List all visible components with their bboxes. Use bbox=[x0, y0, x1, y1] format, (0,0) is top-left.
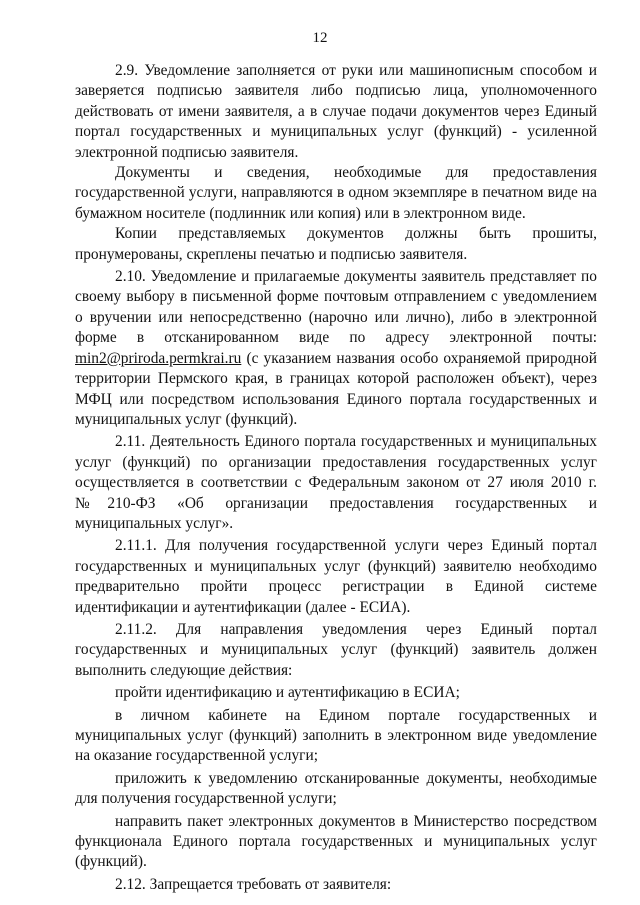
paragraph-2-10 bbox=[75, 267, 597, 430]
paragraph-2-11-2: 2.11.2. Для направления уведомления через Единый портал государственных и муниципальных услуг (функций) заявитель должен выполнить следующие действия: bbox=[75, 620, 597, 679]
paragraph-2-10-text-end: (с указанием названия особо охраняемой природной территории Пермского края, в границах которой расположен объект), через МФЦ или посредством использования Единого портала государственных и муниципальных услуг (функций). bbox=[75, 349, 597, 428]
paragraph-2-9: 2.9. Уведомление заполняется от руки или машинописным способом и заверяется подписью заявителя либо подписью лица, уполномоченного действовать от имени заявителя, а в случае подачи документов через Единый портал государственных и муниципальных услуг (функций) - усиленной электронной подписью заявителя. bbox=[75, 62, 597, 161]
paragraph-2-12: 2.12. Запрещается требовать от заявителя: bbox=[115, 875, 392, 893]
list-item-step-2: в личном кабинете на Едином портале государственных и муниципальных услуг (функций) заполнить в электронном виде уведомление на оказание государственной услуги; bbox=[75, 706, 597, 765]
paragraph-2-11-1: 2.11.1. Для получения государственной услуги через Единый портал государственных и муниципальных услуг (функций) заявителю необходимо предварительно пройти процесс регистрации в Единой системе идентификации и аутентификации (далее - ЕСИА). bbox=[75, 537, 597, 616]
list-item-step-4: направить пакет электронных документов в Министерство посредством функционала Единого портала государственных и муниципальных услуг (функций). bbox=[75, 812, 597, 871]
email-link[interactable]: min2@priroda.permkrai.ru bbox=[75, 349, 242, 367]
paragraph-documents: Документы и сведения, необходимые для предоставления государственной услуги, направляются в одном экземпляре в печатном виде на бумажном носителе (подлинник или копия) или в электронном виде. bbox=[75, 164, 597, 222]
list-item-step-1: пройти идентификацию и аутентификацию в ЕСИА; bbox=[115, 684, 460, 702]
paragraph-copies: Копии представляемых документов должны быть прошиты, пронумерованы, скреплены печатью и подписью заявителя. bbox=[75, 225, 597, 263]
list-item-step-3: приложить к уведомлению отсканированные документы, необходимые для получения государственной услуги; bbox=[75, 769, 597, 808]
page-number: 12 bbox=[312, 30, 328, 46]
paragraph-2-10-text-start: 2.10. Уведомление и прилагаемые документы заявитель представляет по своему выбору в письменной форме почтовым отправлением с уведомлением о вручении или непосредственно (нарочно или лично), либо в электронной форме в отсканированном виде по адресу электронной почты: bbox=[75, 268, 597, 347]
paragraph-2-11: 2.11. Деятельность Единого портала государственных и муниципальных услуг (функций) по организации предоставления государственных услуг осуществляется в соответствии с Федеральным законом от 27 июля 2010 г. №210-ФЗ «Об организации предоставления государственных и муниципальных услуг». bbox=[75, 433, 597, 532]
document-body bbox=[75, 61, 597, 895]
